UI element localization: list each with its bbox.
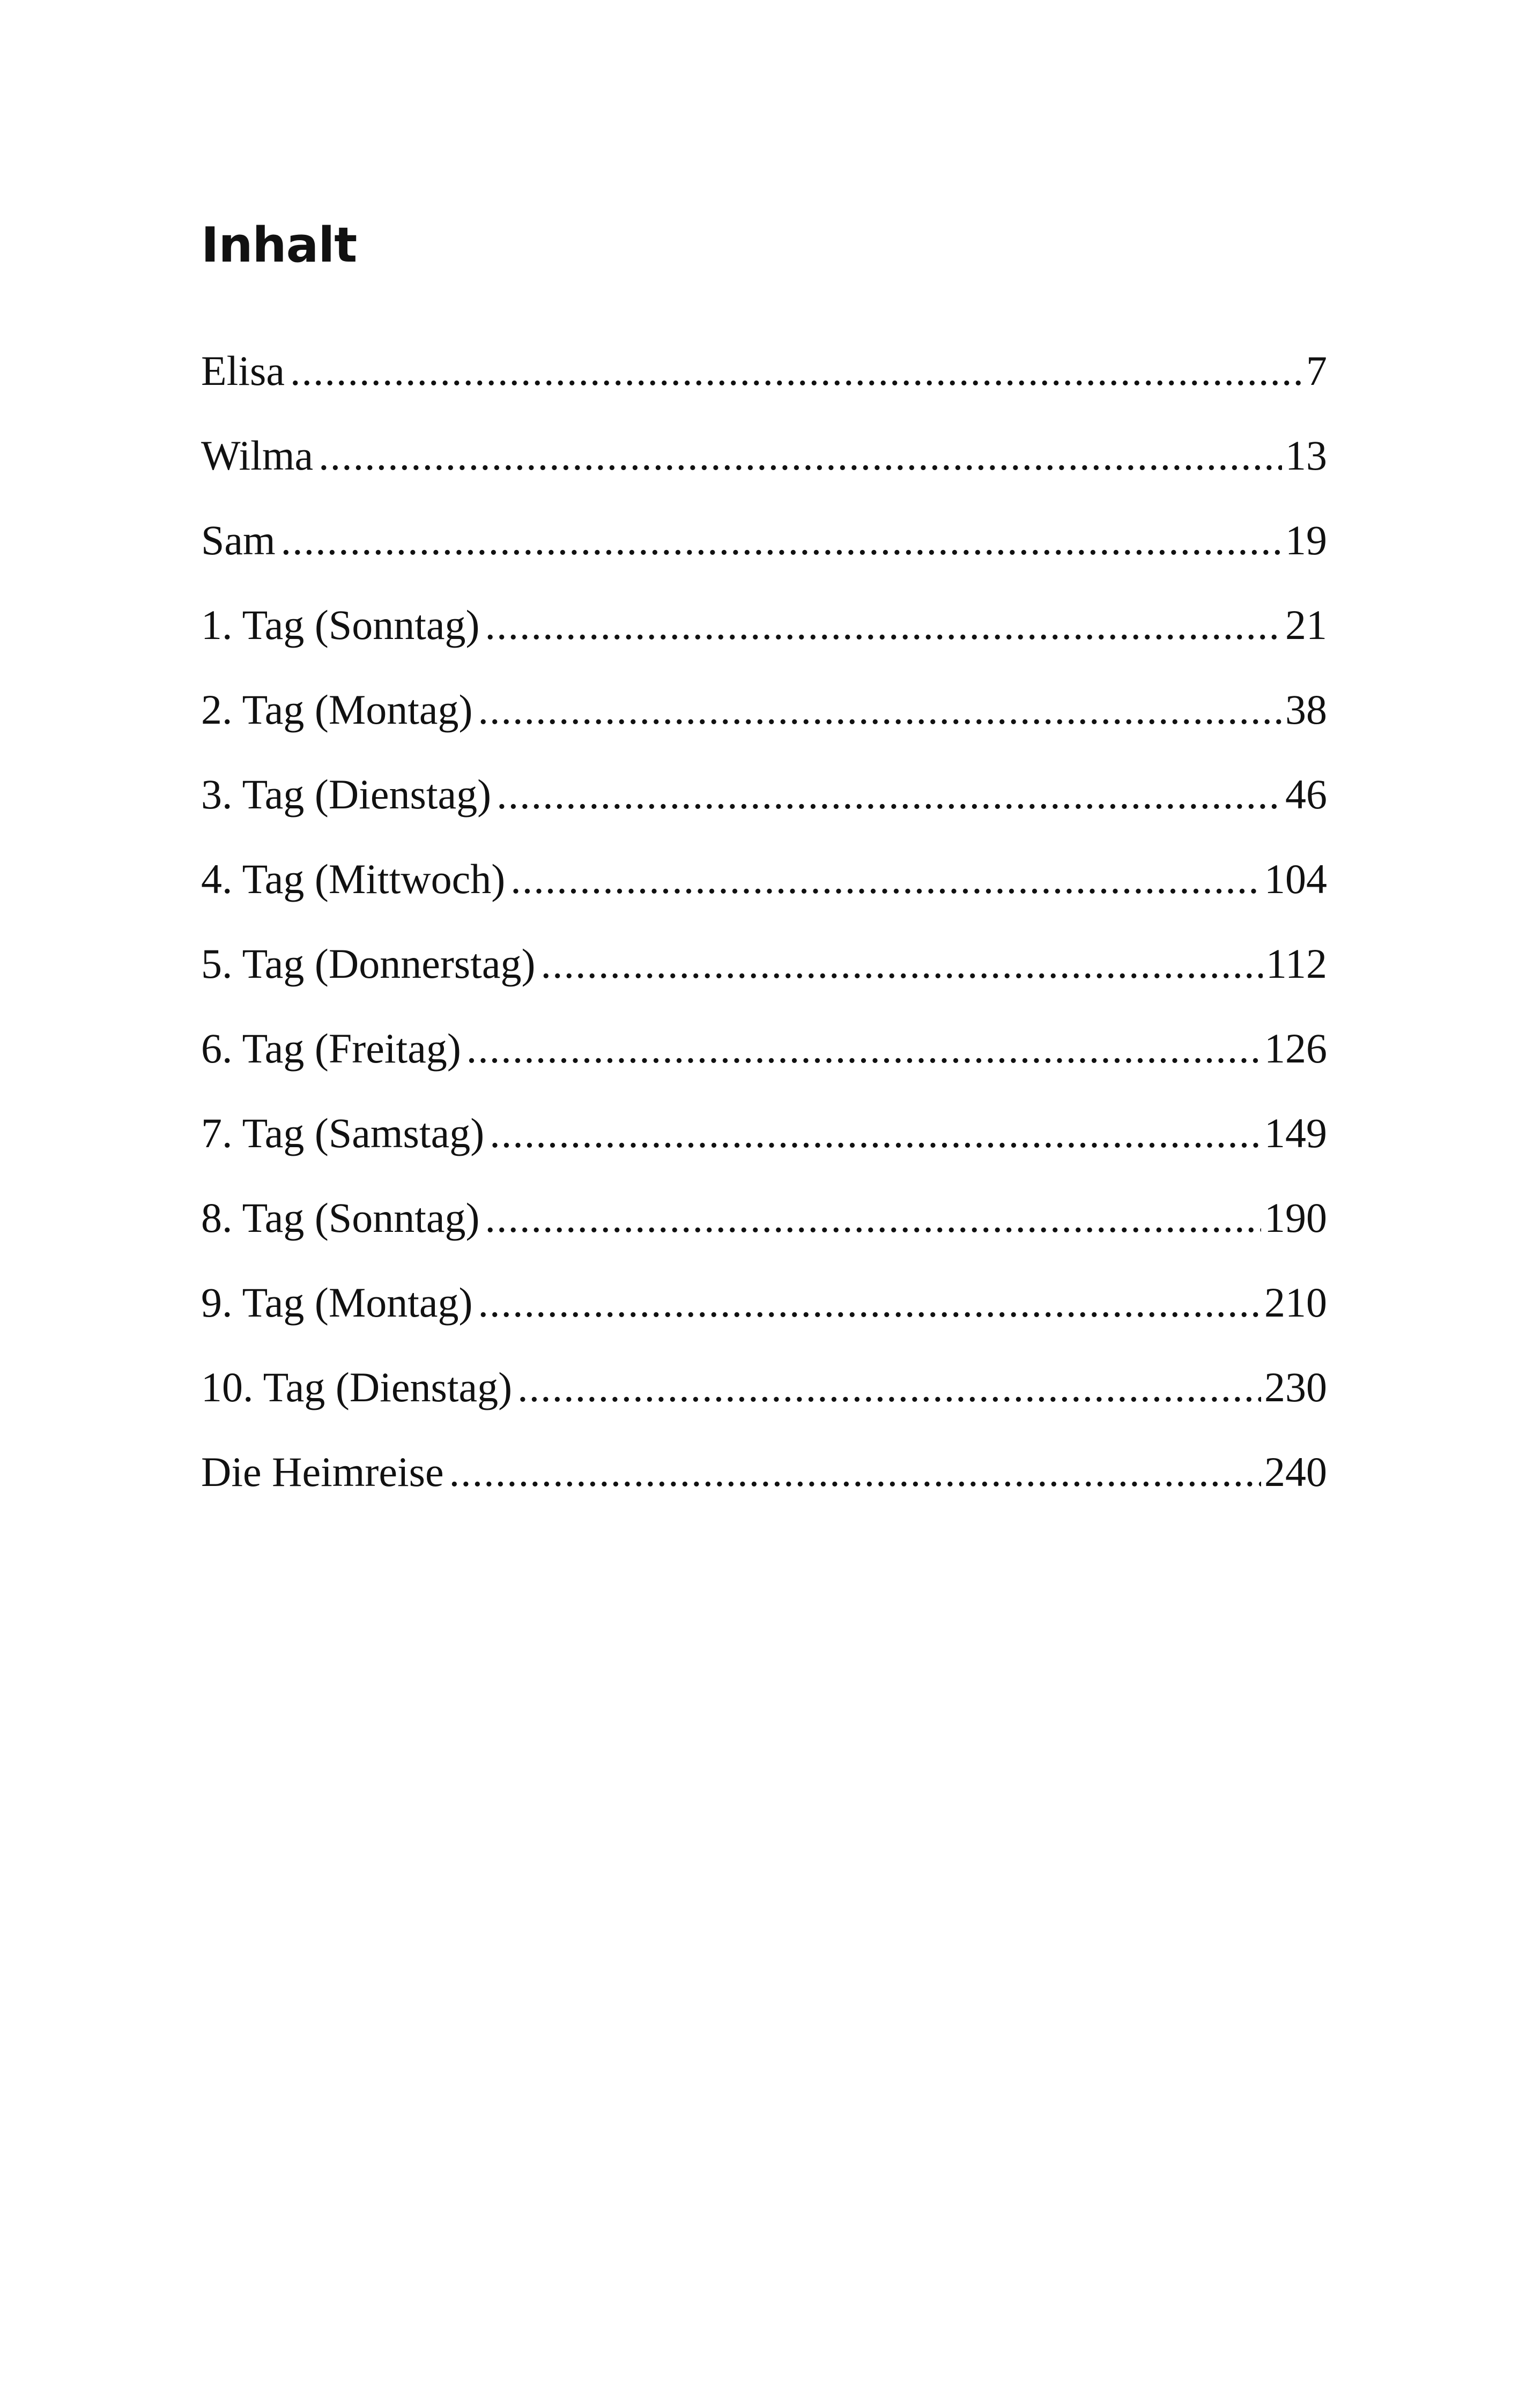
toc-entry-title: 10. Tag (Dienstag) (201, 1364, 513, 1410)
toc-dot-leader (485, 593, 1282, 657)
toc-entry (201, 593, 1327, 678)
toc-entry (201, 762, 1327, 847)
toc-entry-page: 112 (1265, 940, 1327, 987)
toc-dot-leader (497, 762, 1282, 827)
toc-entry (201, 932, 1327, 1016)
toc-entry-title: 9. Tag (Montag) (201, 1279, 473, 1326)
toc-entry-page: 240 (1264, 1448, 1327, 1495)
toc-entry (201, 1355, 1327, 1440)
toc-dot-leader (485, 1186, 1261, 1250)
toc-entry (201, 1101, 1327, 1186)
table-of-contents (201, 339, 1327, 1525)
toc-dot-leader (517, 1355, 1261, 1419)
toc-entry-page: 190 (1264, 1194, 1327, 1241)
toc-entry-page: 13 (1285, 432, 1327, 479)
toc-entry-title: Sam (201, 517, 276, 563)
toc-entry-page: 210 (1264, 1279, 1327, 1326)
toc-entry-page: 104 (1264, 856, 1327, 902)
toc-entry-title: 4. Tag (Mittwoch) (201, 856, 506, 902)
toc-entry (201, 1270, 1327, 1355)
toc-entry-page: 19 (1285, 517, 1327, 563)
toc-entry-title: 3. Tag (Dienstag) (201, 771, 492, 817)
toc-entry-title: 2. Tag (Montag) (201, 686, 473, 733)
toc-dot-leader (478, 1270, 1261, 1335)
toc-entry (201, 423, 1327, 508)
toc-dot-leader (290, 339, 1303, 403)
toc-entry (201, 1186, 1327, 1270)
toc-entry (201, 339, 1327, 423)
toc-dot-leader (540, 932, 1262, 996)
toc-entry (201, 1016, 1327, 1101)
toc-entry-page: 126 (1264, 1025, 1327, 1072)
toc-entry (201, 1440, 1327, 1525)
toc-heading: Inhalt (201, 217, 357, 273)
toc-dot-leader (466, 1016, 1261, 1081)
toc-dot-leader (281, 508, 1282, 573)
toc-entry-title: Wilma (201, 432, 314, 479)
toc-entry-page: 46 (1285, 771, 1327, 817)
toc-entry-title: 6. Tag (Freitag) (201, 1025, 461, 1072)
toc-dot-leader (510, 847, 1261, 911)
toc-entry-page: 21 (1285, 601, 1327, 648)
toc-entry-title: 7. Tag (Samstag) (201, 1110, 485, 1156)
toc-entry-page: 149 (1264, 1110, 1327, 1156)
toc-entry-title: 5. Tag (Donnerstag) (201, 940, 536, 987)
toc-entry-title: Elisa (201, 347, 285, 394)
toc-entry-page: 230 (1264, 1364, 1327, 1410)
toc-dot-leader (478, 678, 1282, 742)
toc-dot-leader (490, 1101, 1261, 1165)
toc-dot-leader (318, 423, 1282, 488)
toc-entry-page: 38 (1285, 686, 1327, 733)
toc-entry (201, 508, 1327, 593)
toc-entry-title: 8. Tag (Sonntag) (201, 1194, 480, 1241)
toc-entry-title: 1. Tag (Sonntag) (201, 601, 480, 648)
toc-entry (201, 678, 1327, 762)
toc-dot-leader (449, 1440, 1261, 1504)
toc-entry (201, 847, 1327, 932)
toc-entry-title: Die Heimreise (201, 1448, 444, 1495)
toc-entry-page: 7 (1306, 347, 1327, 394)
